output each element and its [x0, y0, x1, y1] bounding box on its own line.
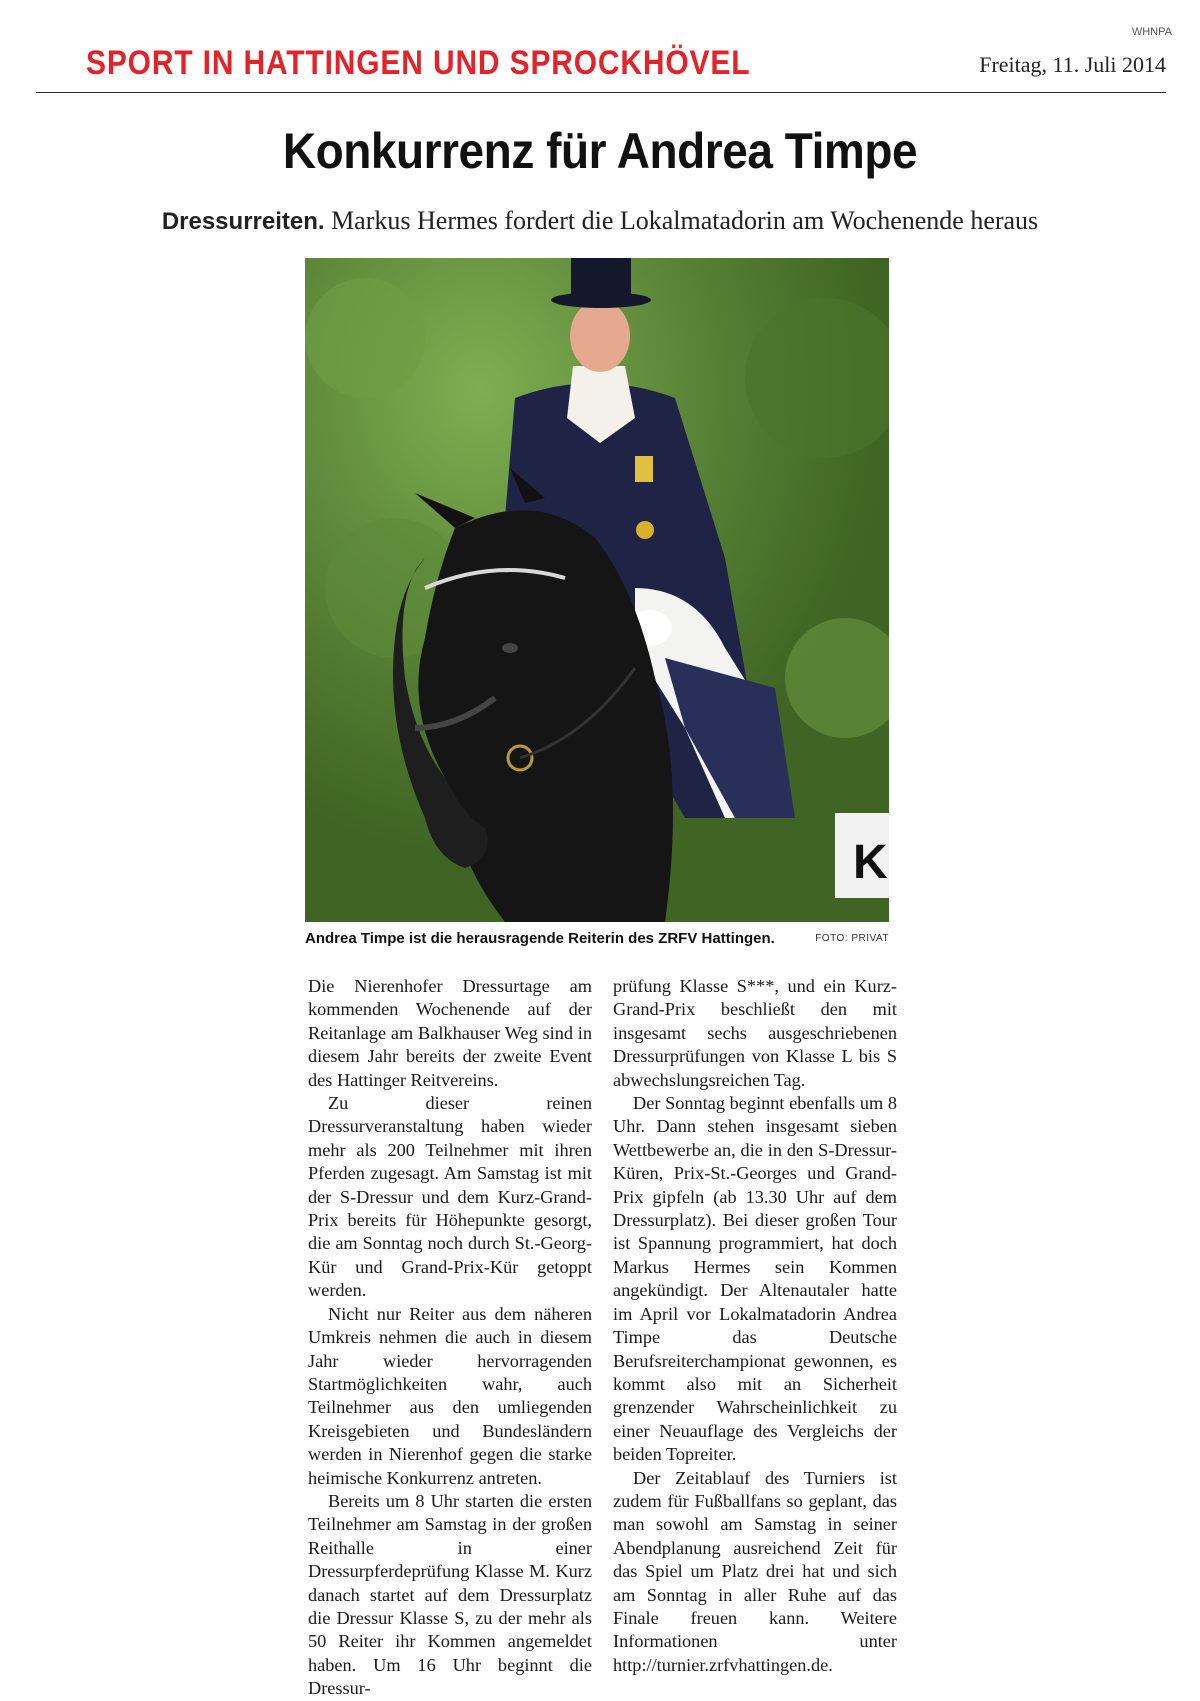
section-title: SPORT IN HATTINGEN UND SPROCKHÖVEL — [86, 44, 751, 82]
article-subline — [0, 206, 1200, 236]
paragraph: Der Zeitablauf des Turniers ist zudem für Fußballfans so geplant, das man sowohl am Samstag in seiner Abendplanung ausreichend Zeit für das Spiel um Platz drei hat und sich am Sonntag in aller Ruhe auf das Finale freuen kann. Weitere Informationen unter http://turnier.zrfvhattingen.de. — [613, 1467, 897, 1675]
photo-caption: Andrea Timpe ist die herausragende Reiterin des ZRFV Hattingen. — [305, 930, 775, 947]
rider-horse-illustration — [305, 258, 889, 922]
paragraph: prüfung Klasse S***, und ein Kurz-Grand-Prix beschließt den mit insgesamt sechs ausgeschriebenen Dressurprüfungen von Klasse L bis S abwechslungsreichen Tag. — [613, 976, 897, 1090]
paragraph: Zu dieser reinen Dressurveranstaltung haben wieder mehr als 200 Teilnehmer mit ihren Pferden zugesagt. Am Samstag ist mit der S-Dressur und dem Kurz-Grand-Prix bereits für Höhepunkte gesorgt, die am Sonntag noch durch St.-Georg-Kür und Grand-Prix-Kür getoppt werden. — [308, 1093, 592, 1301]
photo-credit: FOTO: PRIVAT — [815, 933, 889, 944]
subline-text: Markus Hermes fordert die Lokalmatadorin am Wochenende heraus — [331, 206, 1039, 235]
photo-caption-row — [305, 930, 889, 952]
paragraph: Der Sonntag beginnt ebenfalls um 8 Uhr. Dann stehen insgesamt sieben Wettbewerbe an, die in den S-Dressur-Küren, Prix-St.-Georges und Grand-Prix gipfeln (ab 13.30 Uhr auf dem Dressurplatz). Bei dieser großen Tour ist Spannung programmiert, hat doch Markus Hermes sein Kommen angekündigt. Der Altenautaler hatte im April vor Lokalmatadorin Andrea Timpe das Deutsche Berufsreiterchampionat gewonnen, es kommt also mit an Sicherheit grenzender Wahrscheinlichkeit zu einer Neuauflage des Vergleichs der beiden Topreiter. — [613, 1093, 897, 1465]
issue-date: Freitag, 11. Juli 2014 — [979, 52, 1166, 77]
paragraph: Bereits um 8 Uhr starten die ersten Teilnehmer am Samstag in der großen Reithalle in einer Dressurpferdeprüfung Klasse M. Kurz danach startet auf dem Dressurplatz die Dressur Klasse S, zu der mehr als 50 Reiter ihr Kommen angemeldet haben. Um 16 Uhr beginnt die Dressur- — [308, 1490, 592, 1699]
paragraph: Nicht nur Reiter aus dem näheren Umkreis nehmen die auch in diesem Jahr wieder hervorragenden Startmöglichkeiten wahr, auch Teilnehmer aus den umliegenden Kreisgebieten und Bundesländern werden in Nierenhof gegen die starke heimische Konkurrenz antreten. — [308, 1303, 592, 1488]
source-tag: WHNPA — [1131, 26, 1172, 38]
paragraph: Die Nierenhofer Dressurtage am kommenden Wochenende auf der Reitanlage am Balkhauser Weg sind in diesem Jahr bereits der zweite Event des Hattinger Reitvereins. — [308, 976, 592, 1090]
article-photo — [305, 258, 889, 922]
arena-letter: K — [853, 836, 888, 889]
subline-kicker: Dressurreiten. — [161, 208, 325, 235]
article-headline: Konkurrenz für Andrea Timpe — [282, 123, 918, 179]
article-column-2 — [613, 975, 897, 1677]
page-header — [36, 44, 1166, 93]
article-column-1 — [308, 975, 592, 1701]
